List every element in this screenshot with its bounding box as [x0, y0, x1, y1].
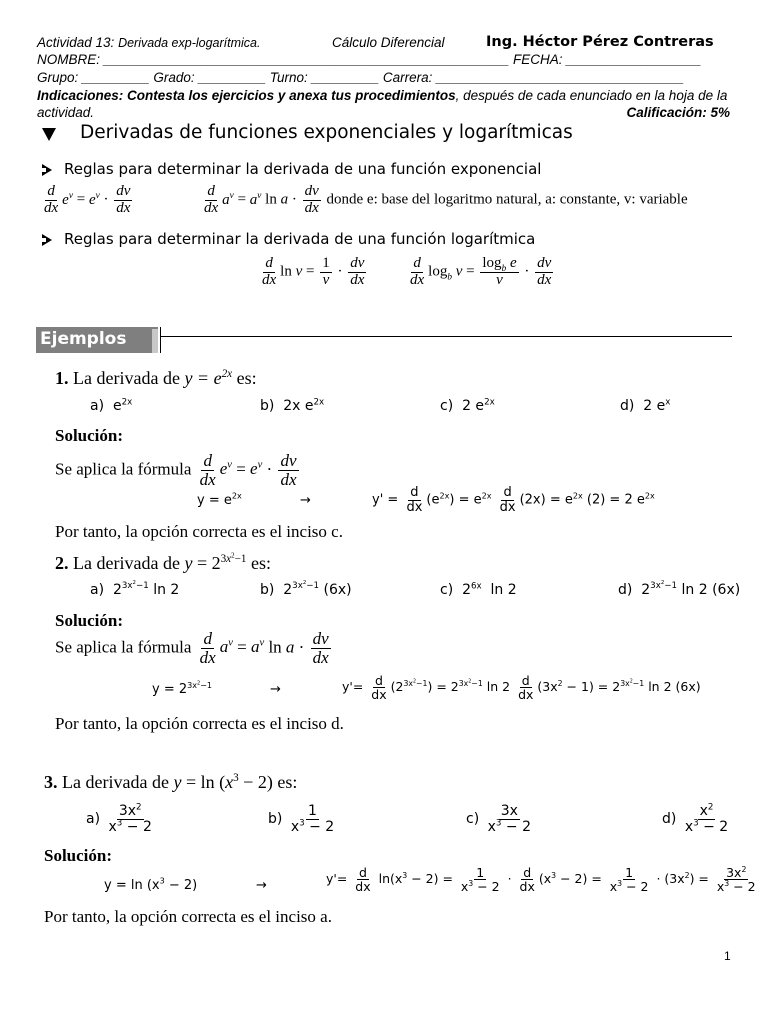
carrera-label: Carrera:: [382, 70, 433, 85]
example-3-derivation: y'= $\frac{d}{dx}$ $\ln(x^3 - 2)$ = $\frac{1}{x^3 - 2}$ · $\frac{d}{dx}$ $(x^3 - 2)$ = $\frac{1}{x^3 - 2}$ · $(3x^2)$ = $\frac{3x^2}{x^3 - 2}$: [326, 864, 756, 895]
example-2-conclusion: Por tanto, la opción correcta es el inciso d.: [55, 714, 344, 733]
example-1-apply: Se aplica la fórmula $\frac{d}{dx}$ $e^v = e^v$ · $\frac{dv}{dx}$: [55, 451, 297, 489]
example-2-arrow: →: [270, 682, 281, 697]
indicaciones-line2: actividad.: [37, 105, 95, 120]
rule-exp-heading: Reglas para determinar la derivada de una función exponencial: [42, 160, 541, 178]
example-3-prompt: 3. La derivada de $y = \ln (x^3 - 2)$ es:: [44, 772, 298, 792]
example-1-arrow: →: [300, 493, 311, 508]
activity-name: Derivada exp-logarítmica.: [118, 36, 261, 50]
example-2-solution-label: Solución:: [55, 611, 124, 630]
example-1-solution-label: Solución:: [55, 426, 124, 445]
banner-shadow: [152, 329, 158, 353]
calificacion: Calificación: 5%: [626, 105, 730, 120]
rule-log-heading: Reglas para determinar la derivada de una función logarítmica: [42, 230, 535, 248]
rule-exp-where: donde e: base del logaritmo natural, a: constante, v: variable: [326, 191, 688, 208]
example-2-option-d[interactable]: d) $2^{3x^2-1}$ ln 2 (6x): [618, 580, 741, 598]
example-3-arrow: →: [256, 878, 267, 893]
formula-ln: $\frac{d}{dx}$ ln v = $\frac{1}{v}$ · $\frac{dv}{dx}$: [262, 255, 365, 288]
header-line-1: [37, 35, 260, 50]
header-line-3: [37, 70, 684, 85]
example-2-given: $y = 2^{3x^2-1}$: [152, 679, 213, 697]
example-3-solution-label: Solución:: [44, 846, 113, 865]
grupo-field[interactable]: _________: [82, 70, 150, 85]
header-line-2: [37, 52, 701, 67]
page-number: 1: [724, 949, 731, 963]
example-3-option-b[interactable]: b) $\frac{1}{x^3 - 2}$: [268, 803, 335, 835]
fecha-label: FECHA:: [512, 52, 563, 67]
examples-banner-label: Ejemplos: [40, 329, 127, 349]
banner-rule-tick: [160, 327, 161, 353]
example-2-option-b[interactable]: b) $2^{3x^2-1}$ (6x): [260, 580, 352, 598]
example-2-apply: Se aplica la fórmula $\frac{d}{dx}$ $a^v = a^v$ ln a · $\frac{dv}{dx}$: [55, 629, 329, 667]
fecha-field[interactable]: __________________: [566, 52, 702, 67]
example-1-option-b[interactable]: b) 2x $e^{2x}$: [260, 397, 325, 414]
example-3-given: $y = \ln (x^3 - 2)$: [104, 876, 198, 893]
example-2-option-a[interactable]: a) $2^{3x^2-1}$ ln 2: [90, 580, 180, 598]
grado-field[interactable]: _________: [198, 70, 267, 85]
nombre-field[interactable]: ______________________________________________________: [103, 52, 510, 67]
formula-log-b: $\frac{d}{dx}$ $\log_b v$ = $\frac{\log_b e}{v}$ · $\frac{dv}{dx}$: [410, 255, 552, 288]
section-title: Derivadas de funciones exponenciales y logarítmicas: [80, 122, 573, 143]
examples-banner: [36, 327, 158, 353]
indicaciones-label: Indicaciones: Contesta los ejercicios y anexa tus procedimientos: [37, 88, 456, 103]
example-1-option-a[interactable]: a) $e^{2x}$: [90, 397, 133, 414]
example-3-option-a[interactable]: a) $\frac{3x^2}{x^3 - 2}$: [86, 802, 152, 835]
turno-field[interactable]: _________: [311, 70, 380, 85]
course-name: Cálculo Diferencial: [332, 35, 445, 50]
turno-label: Turno:: [269, 70, 308, 85]
bullet-arrow-icon: [42, 164, 52, 176]
carrera-field[interactable]: _________________________________: [436, 70, 684, 85]
nombre-label: NOMBRE:: [37, 52, 101, 67]
section-triangle-icon: [42, 128, 56, 141]
activity-label: Actividad 13:: [37, 35, 115, 50]
example-2-derivation: y'= $\frac{d}{dx}$ $(2^{3x^2-1}) = 2^{3x^2-1}$ ln 2 $\frac{d}{dx}$ $(3x^2 - 1) = 2^{3x^2-1}$ ln 2 (6x): [342, 673, 701, 703]
formula-exp-a: $\frac{d}{dx}$ $a^v = a^v$ ln a · $\frac{dv}{dx}$ donde e: base del logaritmo natural, a: constante, v: variable: [204, 183, 688, 216]
example-3-option-d[interactable]: d) $\frac{x^2}{x^3 - 2}$: [662, 802, 729, 835]
teacher-name: Ing. Héctor Pérez Contreras: [486, 34, 714, 50]
example-1-given: $y = e^{2x}$: [197, 491, 242, 508]
example-1-derivation: y' = $\frac{d}{dx}$ $(e^{2x}) = e^{2x}$ $\frac{d}{dx}$ $(2x) = e^{2x}$ (2) = 2 $e^{2x}$: [372, 485, 655, 515]
example-3-conclusion: Por tanto, la opción correcta es el inciso a.: [44, 907, 332, 926]
example-1-option-d[interactable]: d) 2 $e^x$: [620, 397, 671, 414]
formula-exp-e: $\frac{d}{dx}$ $e^v = e^v$ · $\frac{dv}{dx}$: [44, 183, 131, 216]
example-1-conclusion: Por tanto, la opción correcta es el inciso c.: [55, 522, 343, 541]
example-1-prompt: 1. La derivada de $y = e^{2x}$ es:: [55, 368, 257, 388]
bullet-arrow-icon: [42, 234, 52, 246]
example-3-option-c[interactable]: c) $\frac{3x}{x^3 - 2}$: [466, 803, 531, 835]
grupo-label: Grupo:: [37, 70, 79, 85]
example-2-prompt: 2. La derivada de $y = 2^{3x^2-1}$ es:: [55, 552, 271, 573]
indicaciones-rest: , después de cada enunciado en la hoja de la: [455, 88, 728, 103]
grado-label: Grado:: [153, 70, 195, 85]
example-2-option-c[interactable]: c) $2^{6x}$ ln 2: [440, 581, 517, 598]
indicaciones: [37, 88, 727, 103]
example-1-option-c[interactable]: c) 2 $e^{2x}$: [440, 397, 495, 414]
banner-rule: [160, 336, 732, 337]
